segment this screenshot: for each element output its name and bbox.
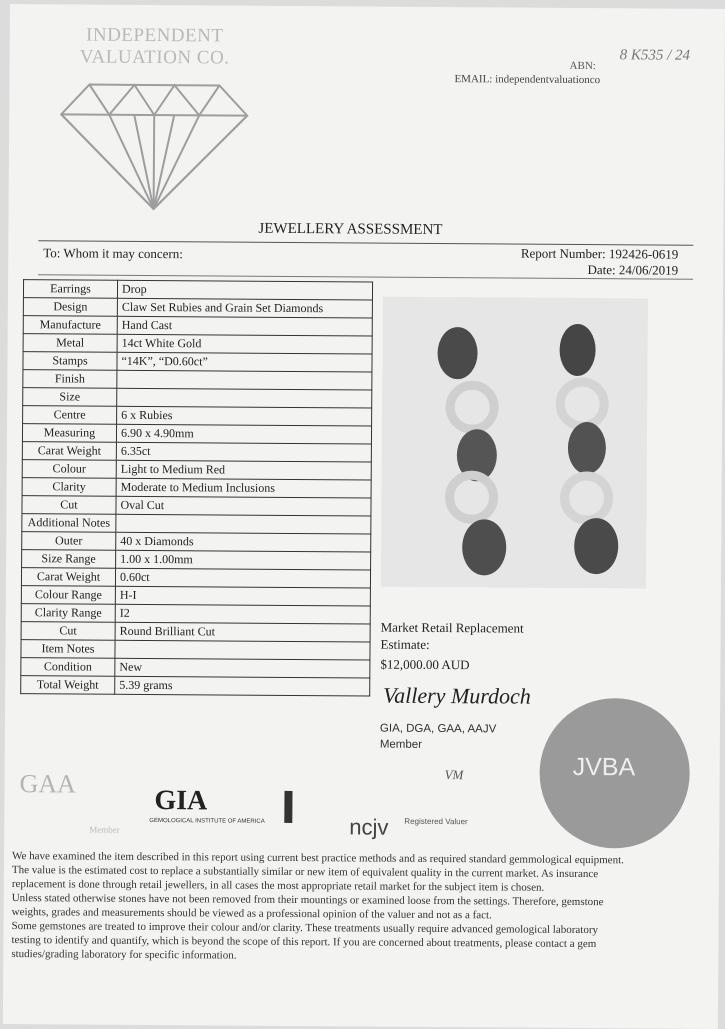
report-number: Report Number: 192426-0619: [520, 245, 679, 262]
assessment-label: Colour: [22, 460, 116, 479]
assessment-value: 6.35ct: [116, 442, 371, 462]
assessment-value: Light to Medium Red: [116, 460, 371, 480]
assessment-label: Stamps: [23, 352, 117, 371]
company-name-line1: INDEPENDENT: [85, 24, 224, 47]
assessment-value: Oval Cut: [116, 496, 371, 516]
assessment-row: [21, 586, 370, 606]
assessment-value: [115, 640, 370, 660]
market-label-2: Estimate:: [380, 636, 430, 652]
abn-label: ABN:: [569, 59, 596, 73]
assessment-label: Clarity: [22, 478, 116, 497]
disclaimer-line: We have examined the item described in this report using current best practice methods and as required standard gemmological equipment.: [12, 850, 624, 867]
company-name-line2: VALUATION CO.: [79, 46, 230, 69]
report-info: [498, 245, 678, 278]
assessment-label: Carat Weight: [22, 442, 116, 461]
assessment-label: Size Range: [22, 550, 116, 569]
assessment-value: Hand Cast: [117, 316, 372, 336]
disclaimer-line: studies/grading laboratory for specific information.: [11, 948, 237, 962]
disclaimer-line: Some gemstones are treated to improve their colour and/or clarity. These treatments usually require advanced gemological laboratory: [11, 920, 599, 937]
assessment-row: [21, 658, 370, 678]
email-line: EMAIL: independentvaluationco: [454, 73, 601, 87]
assessment-value: 14ct White Gold: [117, 334, 372, 354]
disclaimer-line: testing to identify and quantify, which is beyond the scope of this report. If you are concerned about treatments, please contact a gem: [11, 934, 597, 951]
assessment-value: 6 x Rubies: [117, 406, 372, 426]
assessment-label: Centre: [23, 406, 117, 425]
assessment-row: [21, 676, 370, 696]
assessment-value: 40 x Diamonds: [116, 532, 371, 552]
disclaimer-line: Unless stated otherwise stones have not been removed from their mountings or examined loose from the settings. Therefore, gemstone: [11, 892, 604, 909]
assessment-row: [22, 478, 371, 498]
assessment-label: Outer: [22, 532, 116, 551]
assessment-label: Measuring: [22, 424, 116, 443]
assessment-row: [22, 550, 371, 570]
valuer-member: Member: [379, 738, 423, 751]
assessment-label: Manufacture: [23, 316, 117, 335]
assessment-label: Clarity Range: [21, 604, 115, 623]
gaa-logo: GAA: [19, 769, 77, 799]
assessment-value: Claw Set Rubies and Grain Set Diamonds: [117, 298, 372, 318]
valuer-credentials: [380, 721, 497, 754]
ncjv-subtitle: Registered Valuer: [404, 816, 468, 827]
disclaimer-line: The value is the estimated cost to replace a substantially similar or new item of equivalent quality in the current market. As insurance: [11, 864, 599, 881]
company-name: [70, 24, 240, 69]
assessment-table: [20, 279, 373, 696]
assessment-value: New: [115, 658, 370, 678]
assessment-value: [117, 388, 372, 408]
assessment-label: Colour Range: [21, 586, 115, 605]
assessment-value: 5.39 grams: [115, 676, 370, 696]
assessment-value: 0.60ct: [115, 568, 370, 588]
addressee: To: Whom it may concern:: [43, 245, 183, 262]
assessment-row: [21, 640, 370, 660]
assessment-value: “14K”, “D0.60ct”: [117, 352, 372, 372]
assessment-value: H-I: [115, 586, 370, 606]
assessment-value: Moderate to Medium Inclusions: [116, 478, 371, 498]
initials-mark: VM: [444, 767, 464, 783]
gia-subtitle: GEMOLOGICAL INSTITUTE OF AMERICA: [149, 817, 265, 825]
assessment-value: Drop: [117, 280, 372, 300]
assessment-row: [22, 532, 371, 552]
valuer-signature: Vallery Murdoch: [383, 682, 531, 709]
assessment-value: 6.90 x 4.90mm: [116, 424, 371, 444]
assessment-label: Design: [23, 298, 117, 317]
document-title: JEWELLERY ASSESSMENT: [258, 220, 443, 239]
assessment-label: Finish: [23, 370, 117, 389]
market-label-1: Market Retail Replacement: [380, 619, 524, 636]
assessment-row: [22, 442, 371, 462]
assessment-value: 1.00 x 1.00mm: [116, 550, 371, 570]
assessment-document: [3, 4, 725, 1029]
report-date: Date: 24/06/2019: [587, 262, 679, 278]
disclaimer-line: weights, grades and measurements should be viewed as a professional opinion of the valuer and not as a fact.: [11, 906, 492, 922]
jewellers-logo-icon: [284, 791, 292, 823]
assessment-label: Earrings: [23, 280, 117, 299]
assessment-row: [22, 496, 371, 516]
assessment-label: Carat Weight: [21, 568, 115, 587]
assessment-row: [22, 424, 371, 444]
disclaimer: [11, 849, 652, 965]
assessment-row: [22, 460, 371, 480]
assessment-row: [21, 604, 370, 624]
assessment-value: [117, 370, 372, 390]
handwritten-note: 8 K535 / 24: [619, 47, 691, 64]
disclaimer-line: replacement is done through retail jewellers, in all cases the most appropriate retail market for the subject item is chosen.: [11, 878, 545, 894]
assessment-value: Round Brilliant Cut: [115, 622, 370, 642]
market-value: $12,000.00 AUD: [380, 656, 470, 673]
assessment-row: [21, 622, 370, 642]
market-estimate: [380, 619, 523, 674]
assessment-value: I2: [115, 604, 370, 624]
assessment-label: Total Weight: [21, 676, 115, 695]
gaa-member-label: Member: [89, 824, 120, 835]
ncjv-logo: ncjv: [349, 814, 389, 840]
diamond-logo-icon: [59, 76, 250, 212]
earrings-photo: [381, 297, 648, 589]
assessment-row: [22, 514, 371, 534]
assessment-label: Cut: [22, 496, 116, 515]
jvba-seal-label: JVBA: [572, 752, 636, 782]
assessment-label: Size: [23, 388, 117, 407]
assessment-label: Metal: [23, 334, 117, 353]
assessment-value: [116, 514, 371, 534]
valuer-qualifications: GIA, DGA, GAA, AAJV: [379, 722, 497, 736]
assessment-label: Cut: [21, 622, 115, 641]
gia-logo: GIA: [154, 785, 208, 817]
earrings-image: [381, 297, 648, 589]
assessment-row: [21, 568, 370, 588]
assessment-label: Condition: [21, 658, 115, 677]
assessment-label: Additional Notes: [22, 514, 116, 533]
assessment-label: Item Notes: [21, 640, 115, 659]
